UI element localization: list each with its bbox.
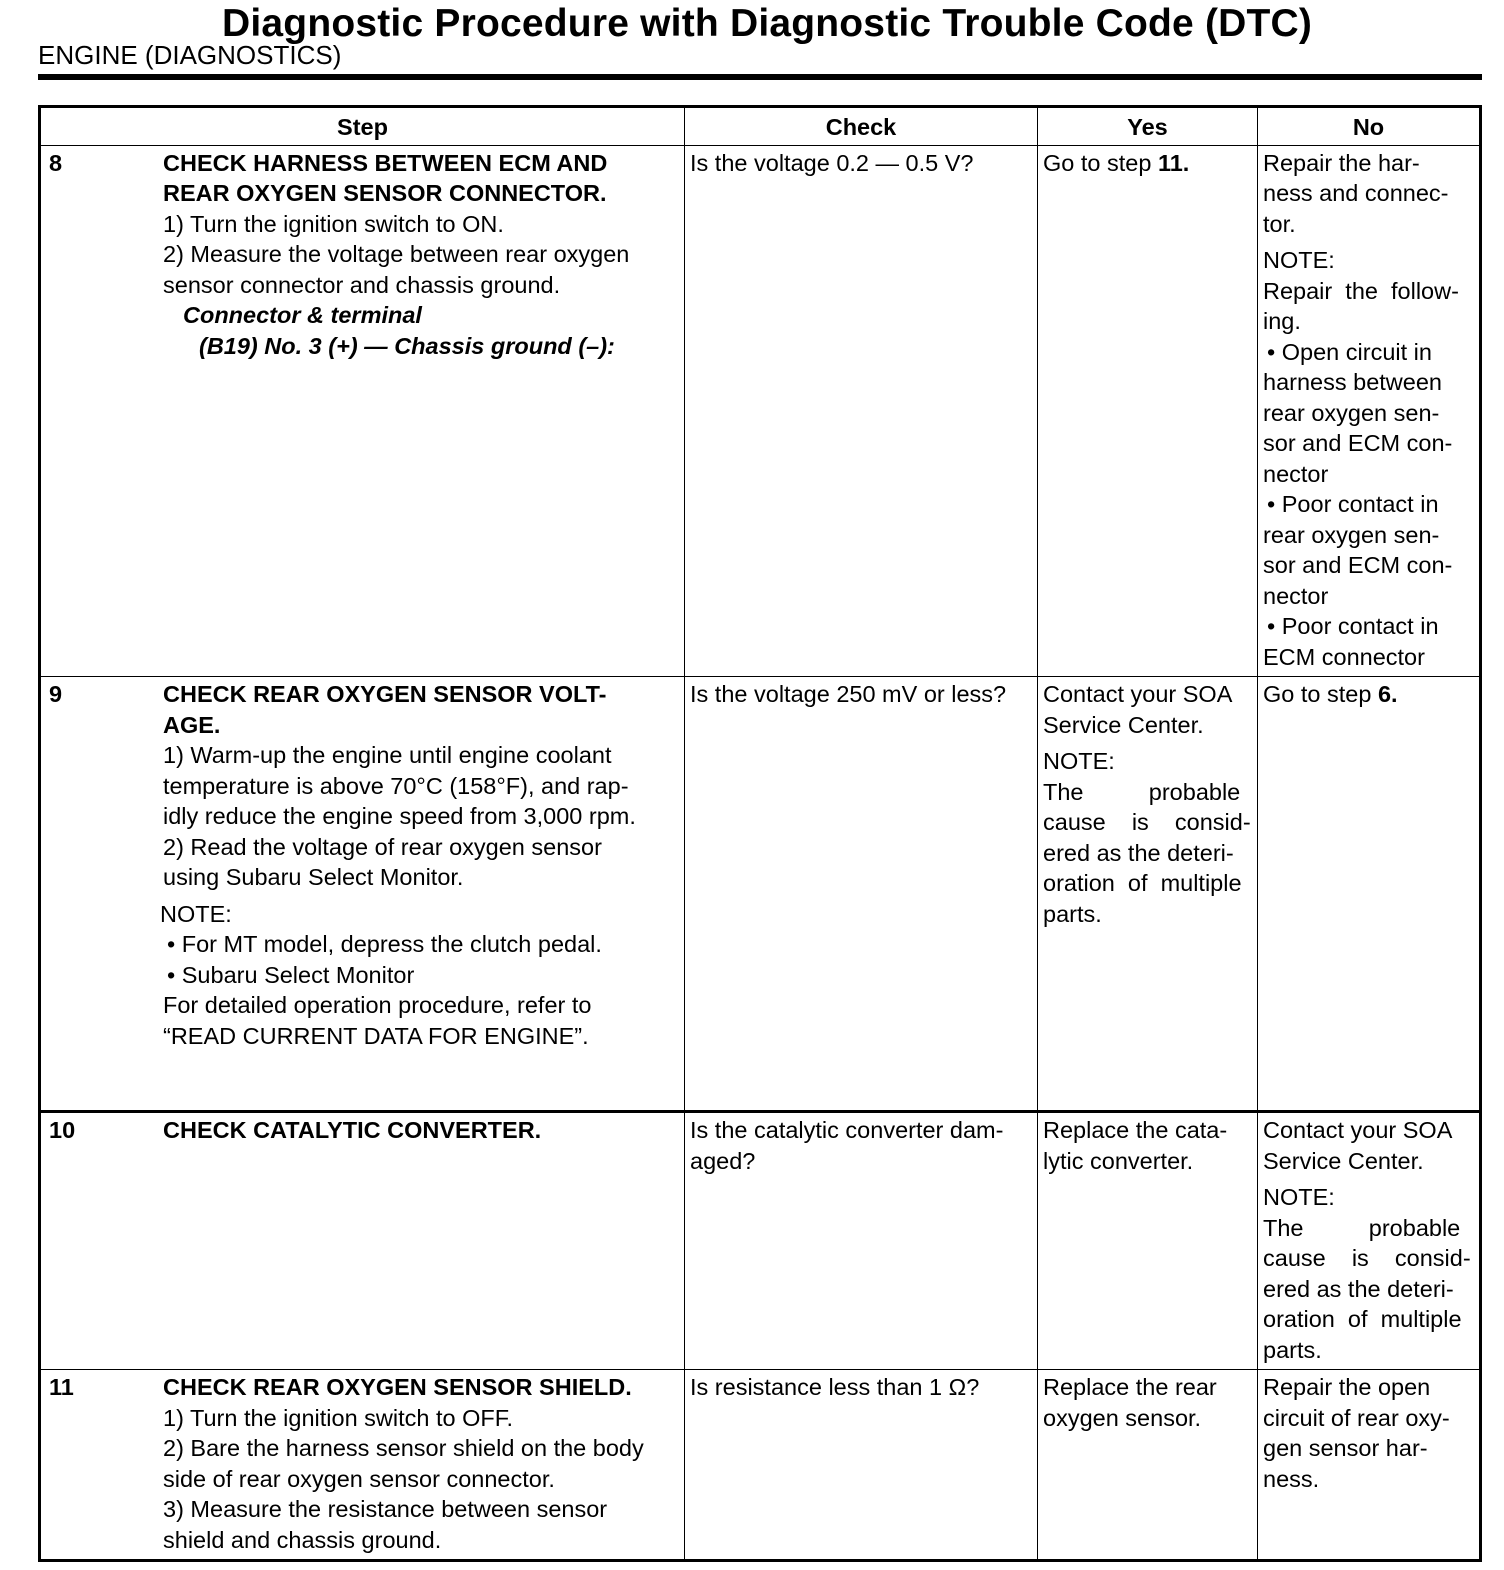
note-bullet: • Subaru Select Monitor [167,961,415,988]
note-text: For detailed operation procedure, refer to [163,992,592,1018]
step-heading: CHECK CATALYTIC CONVERTER. [163,1117,542,1143]
note-text: parts. [1263,1336,1322,1363]
no-action: Go to step [1263,681,1378,707]
note-text: “READ CURRENT DATA FOR ENGINE”. [163,1022,589,1049]
note-text: rear oxygen sen- [1263,399,1440,426]
note-text: ing. [1263,308,1301,334]
note-text: sor and ECM con- [1263,552,1453,578]
yes-action: Replace the rear [1043,1374,1217,1400]
header-rule [38,74,1482,80]
step-instruction: shield and chassis ground. [163,1526,442,1553]
no-cell [1258,145,1481,677]
step-instruction: 1) Turn the ignition switch to ON. [163,210,504,237]
no-action: Service Center. [1263,1147,1424,1174]
note-label: NOTE: [160,900,232,927]
check-cell [685,677,1038,1112]
note-text: Repair the follow- [1263,277,1459,304]
step-number: 11 [49,1374,74,1400]
note-label: NOTE: [1263,1184,1335,1210]
spec-value: (B19) No. 3 (+) — Chassis ground (–): [199,332,615,359]
step-heading: CHECK REAR OXYGEN SENSOR SHIELD. [163,1374,632,1400]
step-heading: REAR OXYGEN SENSOR CONNECTOR. [163,180,607,206]
yes-cell [1038,1370,1258,1561]
step-number: 8 [49,149,63,176]
no-action: circuit of rear oxy- [1263,1404,1450,1431]
column-header-check: Check [685,107,1038,146]
no-step-ref: 6. [1377,681,1398,707]
note-text: The probable [1263,1214,1461,1241]
no-action: Repair the har- [1263,149,1420,176]
check-cell [685,1370,1038,1561]
no-action: Contact your SOA [1263,1117,1453,1143]
check-cell [685,145,1038,677]
column-header-step: Step [40,107,685,146]
step-cell [40,677,685,1112]
table-row [40,145,1481,677]
no-cell [1258,1112,1481,1370]
step-instruction: idly reduce the engine speed from 3,000 rpm. [163,803,636,829]
step-instruction: 1) Warm-up the engine until engine coolant [163,742,612,768]
step-heading: AGE. [163,711,221,738]
yes-step-ref: 11. [1157,149,1190,176]
note-label: NOTE: [1263,247,1335,273]
no-action: ness. [1263,1465,1320,1492]
diagnostic-table [38,105,1482,1562]
step-instruction: using Subaru Select Monitor. [163,864,464,890]
check-question: aged? [690,1147,756,1174]
yes-action: lytic converter. [1043,1147,1194,1174]
note-bullet: • Poor contact in [1267,613,1439,639]
note-text: cause is consid- [1043,809,1251,835]
no-action: Repair the open [1263,1374,1431,1400]
no-action: ness and connec- [1263,180,1449,206]
note-text: oration of multiple [1043,870,1242,896]
step-instruction: 2) Measure the voltage between rear oxygen [163,241,630,267]
step-number: 9 [49,681,63,707]
check-question: Is the voltage 250 mV or less? [690,681,1007,707]
step-cell [40,145,685,677]
step-heading: CHECK HARNESS BETWEEN ECM AND [163,149,608,176]
yes-action: Contact your SOA [1043,681,1233,707]
note-text: sor and ECM con- [1263,430,1453,456]
step-instruction: sensor connector and chassis ground. [163,271,561,298]
no-action: tor. [1263,210,1296,237]
yes-action: Service Center. [1043,711,1204,738]
check-question: Is the catalytic converter dam- [690,1117,1004,1143]
no-cell [1258,1370,1481,1561]
note-text: oration of multiple [1263,1306,1462,1332]
check-cell [685,1112,1038,1370]
yes-cell [1038,145,1258,677]
note-bullet: • Poor contact in [1267,491,1439,517]
step-instruction: 1) Turn the ignition switch to OFF. [163,1404,514,1431]
table-row [40,677,1481,1112]
section-subtitle: ENGINE (DIAGNOSTICS) [38,40,342,70]
step-instruction: 2) Bare the harness sensor shield on the body [163,1435,644,1461]
no-cell [1258,677,1481,1112]
step-cell [40,1370,685,1561]
note-bullet: • Open circuit in [1267,338,1432,365]
note-bullet: • For MT model, depress the clutch pedal. [167,931,602,957]
step-heading: CHECK REAR OXYGEN SENSOR VOLT- [163,681,607,707]
step-instruction: side of rear oxygen sensor connector. [163,1465,555,1492]
step-instruction: 3) Measure the resistance between sensor [163,1496,608,1522]
spec-label: Connector & terminal [183,302,422,328]
check-question: Is resistance less than 1 Ω? [690,1374,980,1400]
step-cell [40,1112,685,1370]
yes-cell [1038,1112,1258,1370]
yes-cell [1038,677,1258,1112]
note-text: ered as the deteri- [1043,839,1234,866]
table-row [40,1370,1481,1561]
step-instruction: temperature is above 70°C (158°F), and rap- [163,772,629,799]
note-text: nector [1263,460,1329,487]
check-question: Is the voltage 0.2 — 0.5 V? [690,149,974,176]
note-text: parts. [1043,900,1102,927]
note-text: harness between [1263,369,1442,395]
note-text: rear oxygen sen- [1263,521,1440,548]
no-action: gen sensor har- [1263,1435,1428,1461]
table-row [40,1112,1481,1370]
page-title: Diagnostic Procedure with Diagnostic Trouble Code (DTC) [222,2,1313,45]
note-text: The probable [1043,778,1241,805]
yes-action: oxygen sensor. [1043,1404,1202,1431]
column-header-no: No [1258,107,1481,146]
note-label: NOTE: [1043,748,1115,774]
yes-action: Go to step [1043,149,1158,176]
note-text: nector [1263,582,1329,609]
yes-action: Replace the cata- [1043,1117,1228,1143]
step-number: 10 [49,1117,76,1143]
note-text: ECM connector [1263,643,1425,670]
note-text: cause is consid- [1263,1245,1471,1271]
column-header-yes: Yes [1038,107,1258,146]
note-text: ered as the deteri- [1263,1275,1454,1302]
table-header-row [40,107,1481,146]
step-instruction: 2) Read the voltage of rear oxygen sensor [163,833,602,860]
